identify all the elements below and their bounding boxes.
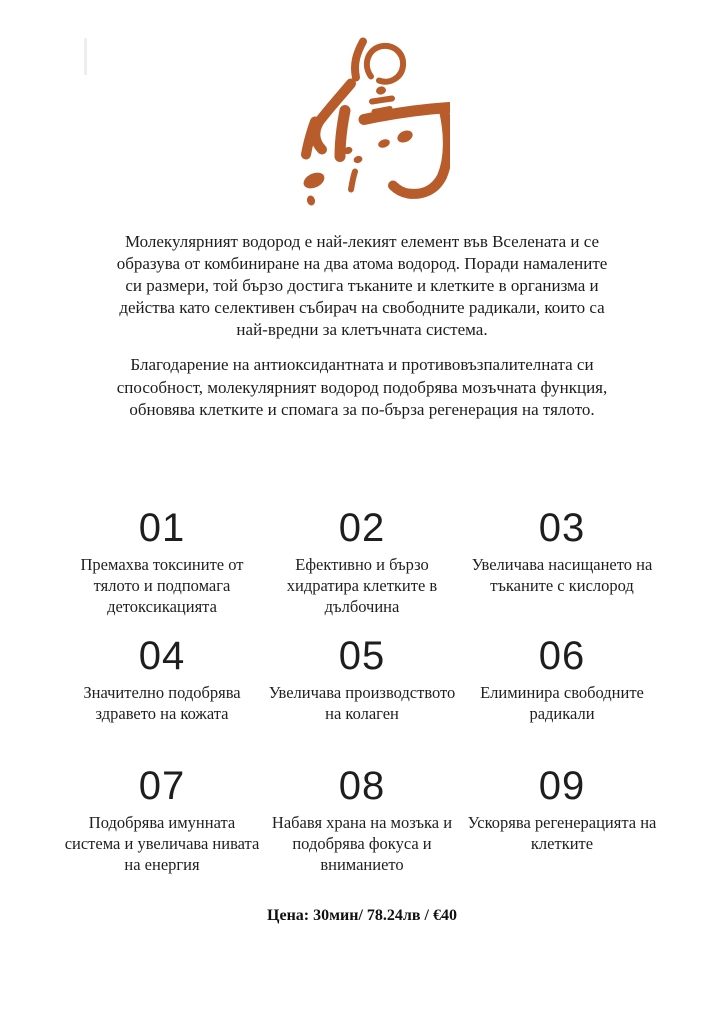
benefit-text: Увеличава производството на колаген — [268, 683, 456, 723]
benefit-item-02 — [262, 506, 462, 617]
benefit-number: 08 — [338, 764, 386, 808]
benefits-row-3 — [62, 764, 662, 875]
benefit-number: 02 — [338, 506, 386, 550]
benefits-row-1 — [62, 506, 662, 617]
benefit-number: 07 — [138, 764, 186, 808]
benefit-item-08 — [262, 764, 462, 875]
intro-paragraph-1: Молекулярният водород е най-лекият елемент във Вселената и се образува от комбиниране на два атома водород. Поради намалените си размери, той бързо достига тъканите и клетките в организма и действа като селективен събирач на свободните радикали, които са най-вредни за клетъчната система. — [116, 232, 608, 340]
benefit-item-05 — [262, 634, 462, 724]
intro-paragraph-2: Благодарение на антиоксидантната и противовъзпалителната си способност, молекулярният водород подобрява мозъчната функция, обновява клетките и спомага за по-бърза регенерация на тялото. — [116, 355, 608, 419]
benefit-item-03 — [462, 506, 662, 617]
benefit-number: 03 — [538, 506, 586, 550]
benefit-number: 01 — [138, 506, 186, 550]
benefit-number: 06 — [538, 634, 586, 678]
benefit-number: 05 — [338, 634, 386, 678]
benefit-number: 04 — [138, 634, 186, 678]
benefit-item-09 — [462, 764, 662, 875]
benefit-text: Увеличава насищането на тъканите с кислород — [471, 555, 653, 595]
benefit-text: Ускорява регенерацията на клетките — [467, 813, 657, 853]
benefit-text: Премахва токсините от тялото и подпомага детоксикацията — [80, 555, 244, 616]
benefit-text: Подобрява имунната система и увеличава нивата на енергия — [64, 813, 260, 874]
price-line: Цена: 30мин/ 78.24лв / €40 — [267, 907, 457, 924]
benefits-row-2 — [62, 634, 662, 724]
benefit-item-01 — [62, 506, 262, 617]
benefit-text: Значително подобрява здравето на кожата — [83, 683, 241, 723]
benefit-text: Елиминира свободните радикали — [480, 683, 644, 723]
benefit-item-04 — [62, 634, 262, 724]
benefit-text: Набавя храна на мозъка и подобрява фокуса и вниманието — [271, 813, 453, 874]
calligraphy-shima-icon — [300, 36, 450, 214]
benefit-number: 09 — [538, 764, 586, 808]
benefit-item-07 — [62, 764, 262, 875]
benefit-item-06 — [462, 634, 662, 724]
intro-section — [112, 231, 612, 421]
faint-corner-mark — [84, 38, 87, 75]
brand-logo — [300, 36, 450, 214]
benefit-text: Ефективно и бързо хидратира клетките в дълбочина — [286, 555, 438, 616]
